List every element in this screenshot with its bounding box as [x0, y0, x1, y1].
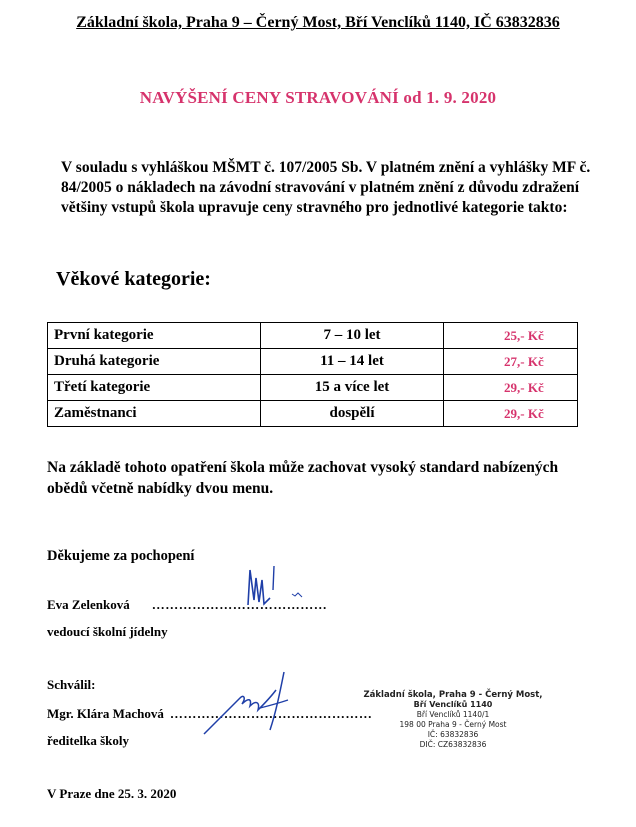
price-cell: 29,- Kč	[444, 401, 578, 427]
category-cell: První kategorie	[48, 323, 261, 349]
price-cell: 25,- Kč	[444, 323, 578, 349]
table-row	[48, 375, 578, 401]
signature-2-icon	[200, 668, 300, 740]
school-stamp	[358, 690, 548, 750]
signatory1-name: Eva Zelenková	[47, 597, 130, 612]
document-date: V Praze dne 25. 3. 2020	[47, 786, 177, 801]
signature-1-icon	[240, 560, 320, 610]
category-cell: Zaměstnanci	[48, 401, 261, 427]
category-cell: Druhá kategorie	[48, 349, 261, 375]
table-row	[48, 323, 578, 349]
categories-heading: Věkové kategorie:	[56, 268, 211, 290]
table-row	[48, 401, 578, 427]
price-table	[47, 322, 578, 427]
stamp-address-line: 198 00 Praha 9 - Černý Most	[399, 720, 507, 729]
thanks-text: Děkujeme za pochopení	[47, 548, 195, 564]
stamp-ic: IČ: 63832836	[427, 730, 479, 739]
school-header: Základní škola, Praha 9 – Černý Most, Bří Venclíků 1140, IČ 63832836	[76, 14, 560, 31]
category-cell: Třetí kategorie	[48, 375, 261, 401]
price-cell: 29,- Kč	[444, 375, 578, 401]
signature-dots: …………………………………	[151, 597, 328, 612]
outro-paragraph: Na základě tohoto opatření škola může zachovat vysoký standard nabízených obědů včetně nabídky dvou menu.	[47, 459, 559, 497]
signatory1-role: vedoucí školní jídelny	[47, 624, 168, 639]
price-cell: 27,- Kč	[444, 349, 578, 375]
stamp-school-name: Základní škola, Praha 9 - Černý Most,	[363, 690, 543, 700]
age-cell: 11 – 14 let	[261, 349, 444, 375]
age-cell: dospělí	[261, 401, 444, 427]
approved-label: Schválil:	[47, 677, 96, 692]
age-cell: 15 a více let	[261, 375, 444, 401]
stamp-street: Bří Venclíků 1140	[413, 700, 493, 709]
stamp-address-line: Bří Venclíků 1140/1	[416, 710, 490, 719]
intro-paragraph: V souladu s vyhláškou MŠMT č. 107/2005 Sb. V platném znění a vyhlášky MF č. 84/2005 o nákladech na závodní stravování v platném znění z důvodu zdražení většiny vstupů škola upravuje ceny stravného pro jednotlivé kategorie takto:	[61, 159, 591, 216]
table-row	[48, 349, 578, 375]
stamp-dic: DIČ: CZ63832836	[419, 740, 487, 749]
signatory2-role: ředitelka školy	[47, 733, 129, 748]
document-title: NAVÝŠENÍ CENY STRAVOVÁNÍ od 1. 9. 2020	[139, 88, 497, 107]
signatory2-name: Mgr. Klára Machová	[47, 706, 164, 721]
age-cell: 7 – 10 let	[261, 323, 444, 349]
signature-dots: ………………………………………	[169, 706, 373, 721]
